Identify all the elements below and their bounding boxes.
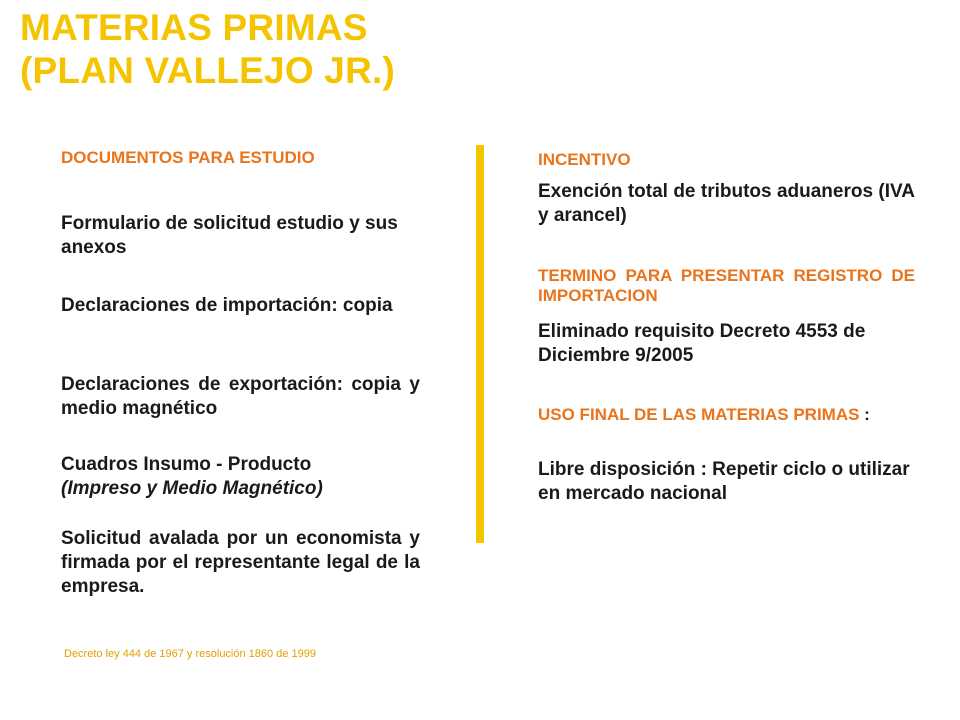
document-item-import-declarations: Declaraciones de importación: copia [61, 295, 393, 316]
incentive-heading: INCENTIVO [538, 150, 631, 169]
legal-footnote: Decreto ley 444 de 1967 y resolución 1860 de 1999 [64, 648, 316, 660]
final-use-heading-text: USO FINAL DE LAS MATERIAS PRIMAS [538, 405, 860, 424]
vertical-divider [476, 145, 484, 543]
slide-title-line-2: (PLAN VALLEJO JR.) [20, 50, 395, 91]
document-item-export-declarations: Declaraciones de exportación: copia y medio magnético [61, 374, 420, 419]
slide-title-line-1: MATERIAS PRIMAS [20, 7, 368, 48]
final-use-body: Libre disposición : Repetir ciclo o utilizar en mercado nacional [538, 459, 910, 504]
documents-heading: DOCUMENTOS PARA ESTUDIO [61, 148, 315, 167]
import-registration-heading: TERMINO PARA PRESENTAR REGISTRO DE IMPORTACION [538, 266, 915, 305]
document-item-application: Solicitud avalada por un economista y firmada por el representante legal de la empresa. [61, 528, 420, 597]
incentive-body: Exención total de tributos aduaneros (IVA y arancel) [538, 181, 915, 226]
document-item-form: Formulario de solicitud estudio y sus anexos [61, 213, 398, 258]
import-registration-body: Eliminado requisito Decreto 4553 de Diciembre 9/2005 [538, 321, 866, 366]
slide-title [20, 6, 395, 92]
input-product-tables-format: (Impreso y Medio Magnético) [61, 478, 323, 499]
input-product-tables-label: Cuadros Insumo - Producto [61, 454, 312, 475]
document-item-input-product-tables [61, 453, 420, 501]
final-use-heading-colon: : [859, 405, 870, 424]
final-use-heading [538, 405, 915, 425]
